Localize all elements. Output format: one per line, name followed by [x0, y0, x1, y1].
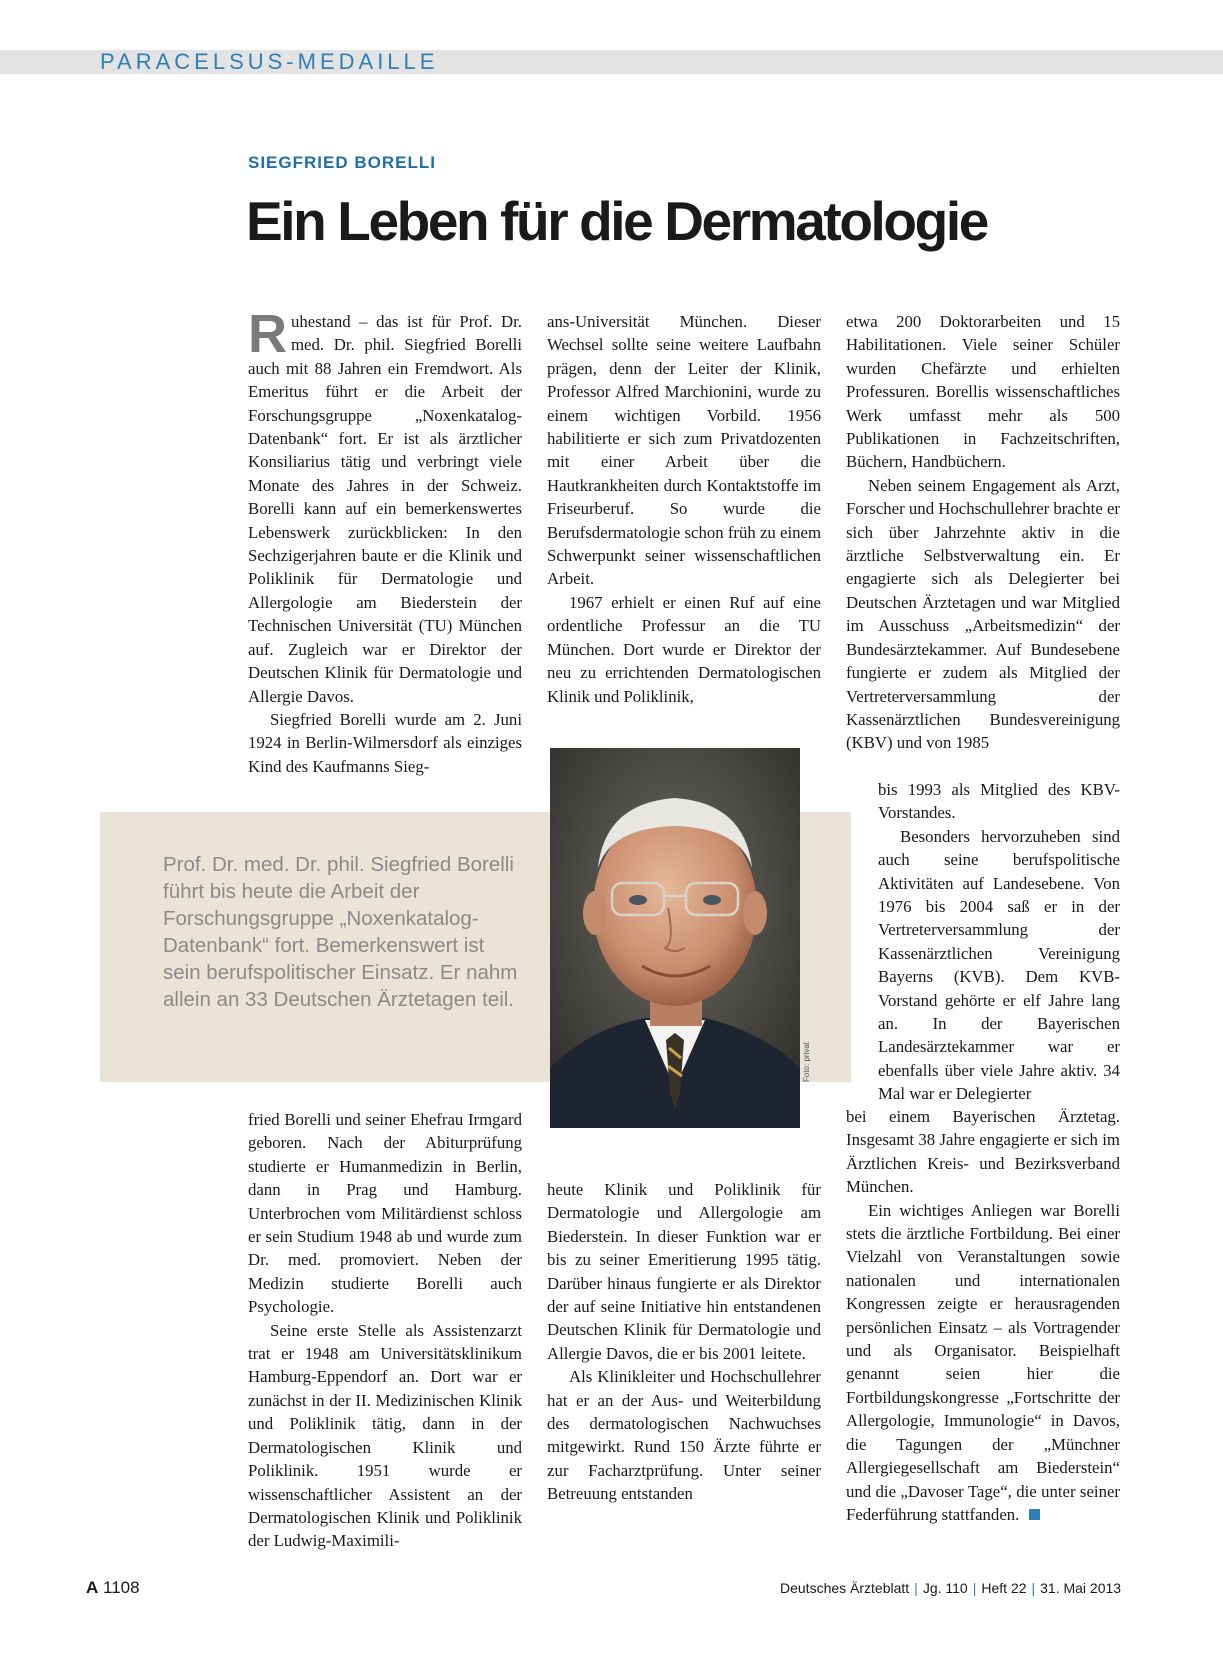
paragraph: ans-Universität München. Dieser Wechsel sollte seine weitere Laufbahn prägen, denn der Leiter der Klinik, Professor Alfred Marchionini, wurde zu einem wichtigen Vorbild. 1956 habilitierte er sich zum Privatdozenten mit einer Arbeit über die Hautkrankheiten durch Kontaktstoffe im Friseurberuf. So wurde die Berufsdermatologie schon früh zu einem Schwerpunkt seiner wissenschaftlichen Arbeit.	[547, 312, 822, 589]
journal-name: Deutsches Ärzteblatt	[780, 1580, 910, 1596]
pullquote: Prof. Dr. med. Dr. phil. Siegfried Borelli führt bis heute die Arbeit der Forschungsgruppe „Noxenkatalog-Datenbank“ fort. Bemerkenswert ist sein berufspolitischer Einsatz. Er nahm allein an 33 Deutschen Ärztetagen teil.	[163, 853, 518, 1011]
column-3-middle	[878, 778, 1120, 1106]
paragraph: Ein wichtiges Anliegen war Borelli stets die ärztliche Fortbildung. Bei einer Vielzahl von Veranstaltungen sowie nationalen und internationalen Kongressen zeigte er herausragenden persönlichen Einsatz – als Vortragender und als Organisator. Beispielhaft genannt seien hier die Fortbildungskongresse „Fortschritte der Allergologie, Immunologie“ in Davos, die Tagungen der „Münchner Allergiegesellschaft am Biederstein“ und die „Davoser Tage“, die unter seiner Federführung stattfanden.	[846, 1200, 1120, 1524]
paragraph: heute Klinik und Poliklinik für Dermatologie und Allergologie am Biederstein. In dieser Funktion war er bis zu seiner Emeritierung 1995 tätig. Darüber hinaus fungierte er als Direktor der auf seine Initiative hin entstandenen Deutschen Klinik für Dermatologie und Allergie Davos, die er bis 2001 leitete.	[547, 1180, 821, 1363]
journal-date: 31. Mai 2013	[1040, 1580, 1122, 1596]
article-kicker: SIEGFRIED BORELLI	[248, 153, 436, 172]
paragraph: 1967 erhielt er einen Ruf auf eine ordentliche Professur an die TU München. Dort wurde er Direktor der neu zu errichtenden Dermatologischen Klinik und Poliklinik,	[547, 592, 821, 706]
paragraph: Neben seinem Engagement als Arzt, Forscher und Hochschullehrer brachte er sich über Jahrzehnte aktiv in die ärztliche Selbstverwaltung ein. Er engagierte sich als Delegierter bei Deutschen Ärztetagen und war Mitglied im Ausschuss „Arbeitsmedizin“ der Bundesärztekammer. Auf Bundesebene fungierte er zudem als Mitglied der Vertreterversammlung der Kassenärztlichen Bundesvereinigung (KBV) und von 1985	[846, 475, 1120, 753]
paragraph: Ruhestand – das ist für Prof. Dr. med. Dr. phil. Siegfried Borelli auch mit 88 Jahren ein Fremdwort. Als Emeritus führt er die Arbeit der Forschungsgruppe „Noxenkatalog-Datenbank“ fort. Er ist als ärztlicher Konsiliarius tätig und verbringt viele Monate des Jahres in der Schweiz. Borelli kann auf ein bemerkenswertes Lebenswerk zurückblicken: In den Sechzigerjahren baute er die Klinik und Poliklinik für Dermatologie und Allergologie am Biederstein der Technischen Universität (TU) München auf. Zugleich war er Direktor der Deutschen Klinik für Dermatologie und Allergie Davos.	[248, 304, 522, 706]
paragraph: Siegfried Borelli wurde am 2. Juni 1924 in Berlin-Wilmersdorf als einziges Kind des Kaufmanns Sieg-	[248, 709, 522, 776]
paragraph: fried Borelli und seiner Ehefrau Irmgard geboren. Nach der Abiturprüfung studierte er Humanmedizin in Berlin, dann in Prag und Hamburg. Unterbrochen vom Militärdienst schloss er sein Studium 1948 ab und wurde zum Dr. med. promoviert. Neben der Medizin studierte Borelli auch Psychologie.	[248, 1110, 522, 1317]
end-mark-icon	[1029, 1509, 1040, 1520]
paragraph: etwa 200 Doktorarbeiten und 15 Habilitationen. Viele seiner Schüler wurden Chefärzte und erhielten Professuren. Borellis wissenschaftliches Werk umfasst mehr als 500 Publikationen in Fachzeitschriften, Büchern, Handbüchern.	[846, 312, 1120, 472]
photo-credit: Foto: privat	[802, 1041, 811, 1082]
column-1-bottom	[248, 1108, 522, 1553]
paragraph: Seine erste Stelle als Assistenzarzt trat er 1948 am Universitätsklinikum Hamburg-Eppendorf an. Dort war er zunächst in der II. Medizinischen Klinik und Poliklinik tätig, dann in der Dermatologischen Klinik und Poliklinik. 1951 wurde er wissenschaftlicher Assistent an der Dermatologischen Klinik und Poliklinik der Ludwig-Maximili-	[248, 1320, 522, 1551]
article-title: Ein Leben für die Dermatologie	[246, 190, 987, 252]
column-2-bottom	[547, 1178, 821, 1506]
journal-issue: Heft 22	[981, 1580, 1027, 1596]
portrait-illustration	[550, 748, 800, 1128]
paragraph: Als Klinikleiter und Hochschullehrer hat er an der Aus- und Weiterbildung des dermatologischen Nachwuchses mitgewirkt. Rund 150 Ärzte führte er zur Facharztprüfung. Unter seiner Betreuung entstanden	[547, 1367, 821, 1504]
journal-volume: Jg. 110	[922, 1580, 968, 1596]
journal-info: Deutsches Ärzteblatt | Jg. 110 | Heft 22 | 31. Mai 2013	[780, 1580, 1122, 1596]
paragraph: bis 1993 als Mitglied des KBV-Vorstandes.	[878, 780, 1120, 823]
column-3-top	[846, 310, 1120, 755]
section-label: PARACELSUS-MEDAILLE	[100, 49, 439, 74]
portrait-photo	[550, 748, 800, 1128]
drop-cap: R	[248, 304, 287, 364]
page-number: A 1108	[86, 1578, 140, 1597]
paragraph: Besonders hervorzuheben sind auch seine berufspolitische Aktivitäten auf Landesebene. Von 1976 bis 2004 saß er in der Vertreterversammlung der Kassenärztlichen Vereinigung Bayerns (KVB). Dem KVB-Vorstand gehörte er elf Jahre lang an. In der Bayerischen Landesärztekammer war er ebenfalls über viele Jahre aktiv. 34 Mal war er Delegierter	[878, 826, 1120, 1104]
paragraph: bei einem Bayerischen Ärztetag. Insgesamt 38 Jahre engagierte er sich im Ärztlichen Kreis- und Bezirksverband München.	[846, 1107, 1120, 1197]
column-1-top	[248, 304, 522, 778]
column-2-top	[547, 310, 821, 708]
column-3-bottom	[846, 1105, 1120, 1526]
